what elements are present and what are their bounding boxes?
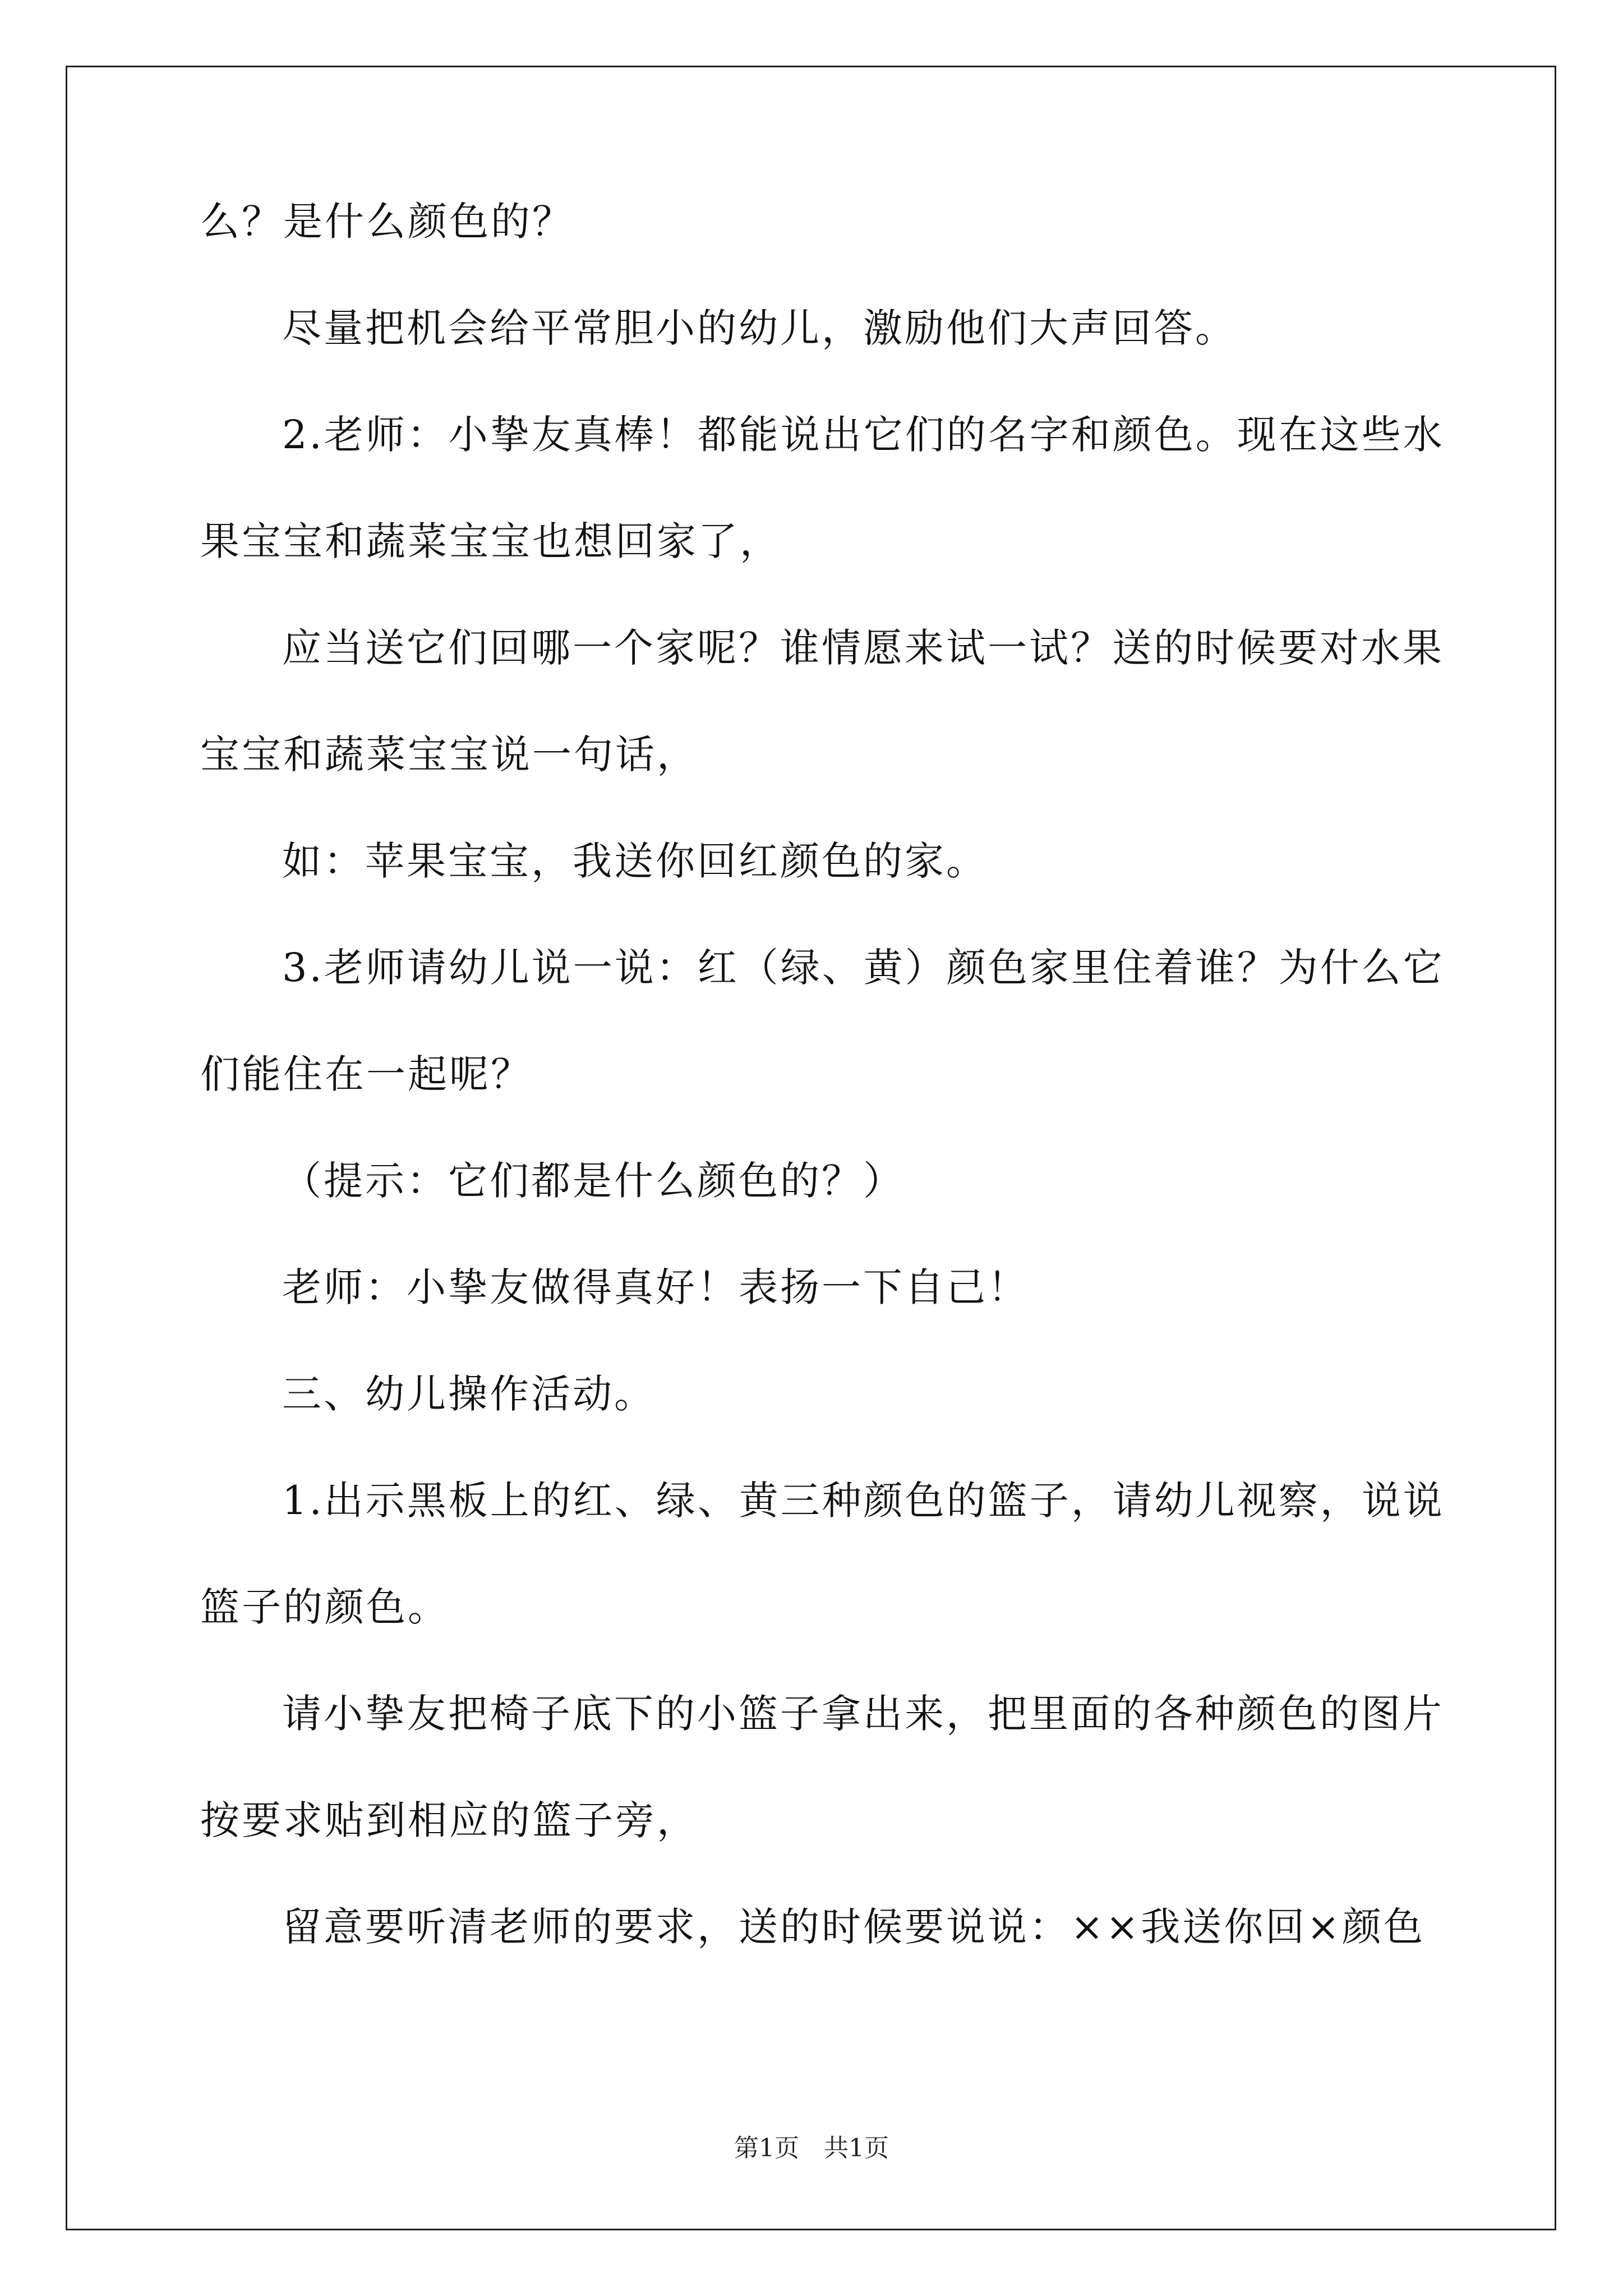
page-number-footer: 第1页 共1页 — [734, 2134, 889, 2162]
text-line: 尽量把机会给平常胆小的幼儿，激励他们大声回答。 — [282, 305, 1237, 351]
text-line: 按要求贴到相应的篮子旁， — [200, 1797, 698, 1843]
text-line: 如：苹果宝宝，我送你回红颜色的家。 — [282, 838, 988, 884]
text-line: 1.出示黑板上的红、绿、黄三种颜色的篮子，请幼儿视察，说说 — [282, 1478, 1445, 1524]
text-line: 果宝宝和蔬菜宝宝也想回家了， — [200, 518, 781, 564]
text-line: 请小挚友把椅子底下的小篮子拿出来，把里面的各种颜色的图片 — [282, 1691, 1444, 1737]
document-body — [200, 168, 1445, 1980]
text-line: 应当送它们回哪一个家呢？谁情愿来试一试？送的时候要对水果 — [282, 625, 1444, 671]
text-line: 宝宝和蔬菜宝宝说一句话， — [200, 731, 698, 777]
text-line: 2.老师：小挚友真棒！都能说出它们的名字和颜色。现在这些水 — [282, 412, 1445, 458]
text-line: 老师：小挚友做得真好！表扬一下自己！ — [282, 1264, 1029, 1310]
section-heading: 三、幼儿操作活动。 — [282, 1371, 656, 1417]
text-line: （提示：它们都是什么颜色的？） — [282, 1158, 905, 1204]
text-line: 留意要听清老师的要求，送的时候要说说：××我送你回×颜色 — [282, 1904, 1425, 1950]
text-line: 篮子的颜色。 — [200, 1584, 449, 1630]
text-line: 么？是什么颜色的？ — [200, 199, 574, 245]
text-line: 3.老师请幼儿说一说：红（绿、黄）颜色家里住着谁？为什么它 — [282, 945, 1445, 991]
text-line: 们能住在一起呢？ — [200, 1051, 532, 1097]
